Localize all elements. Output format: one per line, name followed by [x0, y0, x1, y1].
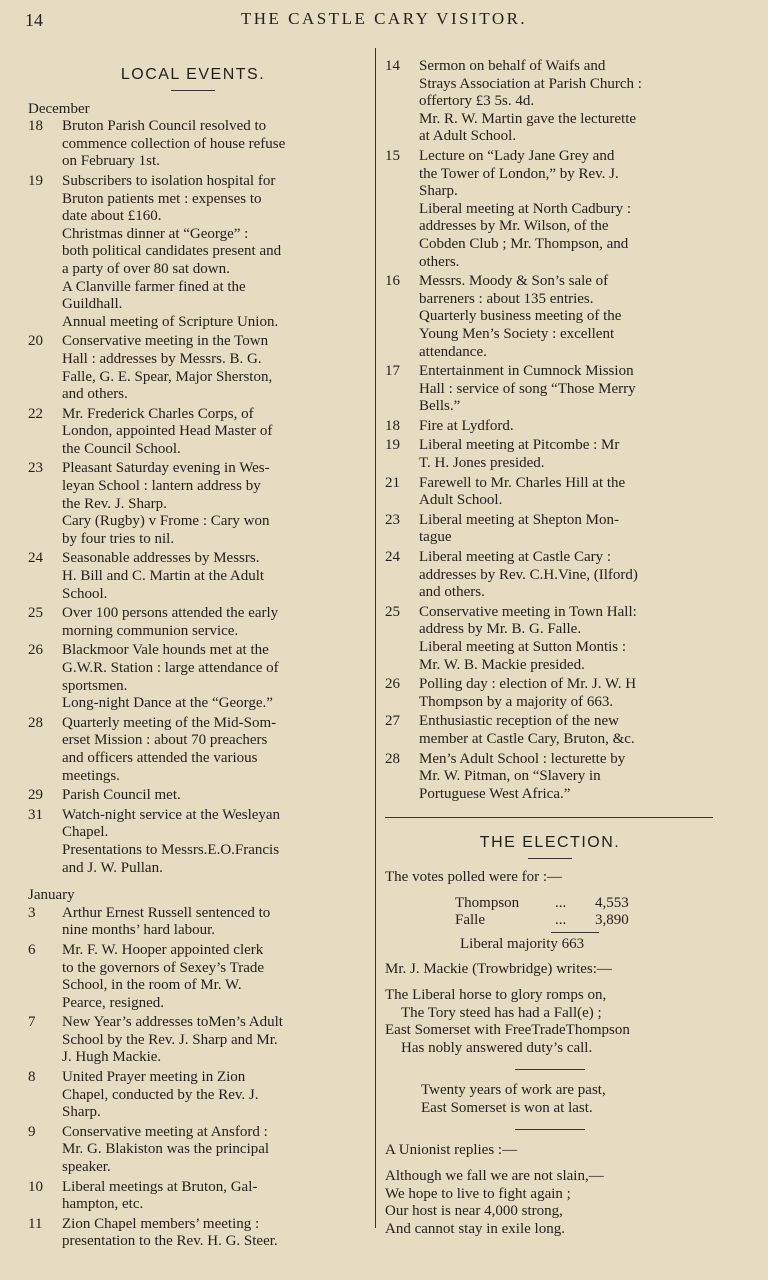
event-text	[62, 1014, 358, 1067]
event-day: 16	[385, 273, 400, 290]
event-line: London, appointed Head Master of	[62, 423, 273, 440]
event-line: Mr. G. Blakiston was the principal	[62, 1141, 270, 1158]
event-line: Young Men’s Society : excellent	[419, 325, 615, 342]
event-entry	[385, 604, 715, 674]
event-line: offertory £3 5s. 4d.	[419, 93, 535, 110]
event-entry	[28, 1069, 358, 1122]
event-day: 15	[385, 147, 400, 164]
event-day: 8	[28, 1069, 36, 1086]
event-line: Liberal meetings at Bruton, Gal-	[62, 1178, 258, 1195]
event-text	[419, 475, 715, 510]
event-line: attendance.	[419, 343, 487, 360]
event-line: Polling day : election of Mr. J. W. H	[419, 676, 637, 693]
event-line: the Tower of London,” by Rev. J.	[419, 165, 619, 182]
event-text	[62, 642, 358, 712]
event-entry	[28, 715, 358, 785]
event-line: School, in the room of Mr. W.	[62, 977, 242, 994]
event-line: Subscribers to isolation hospital for	[62, 172, 276, 189]
event-day: 25	[385, 603, 400, 620]
event-line: A Clanville farmer fined at the	[62, 278, 246, 295]
event-line: barreners : about 135 entries.	[419, 290, 594, 307]
event-line: Sharp.	[62, 1104, 101, 1121]
vote-row	[455, 895, 715, 913]
event-line: Cary (Rugby) v Frome : Cary won	[62, 513, 270, 530]
event-day: 14	[385, 58, 400, 74]
event-day: 19	[385, 437, 400, 454]
event-entry	[28, 1216, 358, 1251]
event-line: by four tries to nil.	[62, 530, 175, 547]
event-line: Chapel, conducted by the Rev. J.	[62, 1086, 259, 1103]
event-line: Liberal meeting at North Cadbury :	[419, 200, 632, 217]
event-line: Hall : service of song “Those Merry	[419, 380, 636, 397]
event-text	[419, 273, 715, 361]
event-entry	[28, 173, 358, 331]
page-header	[0, 0, 768, 40]
event-line: Liberal meeting at Shepton Mon-	[419, 511, 619, 528]
poem-line: Although we fall we are not slain,—	[385, 1168, 604, 1185]
event-line: morning communion service.	[62, 622, 239, 639]
event-line: Messrs. Moody & Son’s sale of	[419, 273, 609, 290]
poem-line: Our host is near 4,000 strong,	[385, 1203, 563, 1220]
event-line: Parish Council met.	[62, 787, 181, 804]
event-line: Mr. W. B. Mackie presided.	[419, 656, 585, 673]
event-text	[419, 713, 715, 748]
event-line: Conservative meeting at Ansford :	[62, 1123, 268, 1140]
event-line: Portuguese West Africa.”	[419, 785, 571, 802]
event-text	[62, 905, 358, 940]
event-entry	[28, 905, 358, 940]
event-line: and officers attended the various	[62, 749, 258, 766]
event-line: Blackmoor Vale hounds met at the	[62, 642, 269, 659]
event-day: 10	[28, 1178, 43, 1195]
event-day: 17	[385, 363, 400, 380]
candidate-name: Falle	[455, 912, 485, 929]
event-line: Fire at Lydford.	[419, 417, 514, 434]
event-entry	[385, 676, 715, 711]
writer-line: Mr. J. Mackie (Trowbridge) writes:—	[385, 961, 612, 978]
event-entry	[385, 475, 715, 510]
event-text	[62, 406, 358, 459]
event-line: Hall : addresses by Messrs. B. G.	[62, 350, 262, 367]
vote-count: 3,890	[595, 912, 629, 929]
election-title-rule	[528, 858, 572, 859]
poem-third	[385, 1168, 715, 1238]
event-entry	[28, 333, 358, 403]
event-entry	[385, 273, 715, 361]
event-line: nine months’ hard labour.	[62, 922, 216, 939]
event-day: 27	[385, 713, 400, 730]
event-day: 23	[28, 460, 43, 477]
event-day: 22	[28, 405, 43, 422]
event-text	[62, 1069, 358, 1122]
event-day: 28	[28, 714, 43, 731]
event-line: Over 100 persons attended the early	[62, 605, 279, 622]
event-line: Sermon on behalf of Waifs and	[419, 58, 606, 74]
event-text	[419, 676, 715, 711]
event-entry	[28, 406, 358, 459]
event-text	[62, 550, 358, 603]
event-text	[62, 333, 358, 403]
event-line: meetings.	[62, 767, 120, 784]
event-line: Lecture on “Lady Jane Grey and	[419, 147, 615, 164]
event-entry	[28, 1124, 358, 1177]
event-line: and J. W. Pullan.	[62, 859, 163, 876]
local-events-title: LOCAL EVENTS.	[120, 66, 266, 83]
event-line: Pearce, resigned.	[62, 994, 165, 1011]
title-rule	[171, 90, 215, 91]
total-rule	[551, 932, 599, 933]
event-text	[62, 942, 358, 1012]
event-day: 29	[28, 787, 43, 804]
event-line: presentation to the Rev. H. G. Steer.	[62, 1233, 278, 1250]
event-line: Presentations to Messrs.E.O.Francis	[62, 841, 280, 858]
event-entry	[28, 1179, 358, 1214]
leader-dots: ...	[555, 912, 567, 929]
event-entry	[385, 549, 715, 602]
event-text	[419, 58, 715, 146]
event-entry	[28, 942, 358, 1012]
event-entry	[385, 418, 715, 436]
event-line: New Year’s addresses toMen’s Adult	[62, 1014, 283, 1031]
event-day: 18	[385, 417, 400, 434]
event-text	[419, 148, 715, 271]
event-text	[62, 715, 358, 785]
event-line: Conservative meeting in the Town	[62, 333, 269, 350]
liberal-majority: Liberal majority 663	[460, 935, 585, 952]
event-entry	[28, 118, 358, 171]
event-entry	[385, 512, 715, 547]
event-text	[419, 751, 715, 804]
event-text	[62, 1179, 358, 1214]
event-entry	[28, 460, 358, 548]
election-rule	[385, 817, 713, 818]
event-line: Men’s Adult School : lecturette by	[419, 750, 626, 767]
event-line: Cobden Club ; Mr. Thompson, and	[419, 235, 629, 252]
event-day: 18	[28, 118, 43, 135]
event-day: 31	[28, 806, 43, 823]
event-line: Quarterly meeting of the Mid-Som-	[62, 714, 277, 731]
event-line: Mr. R. W. Martin gave the lecturette	[419, 110, 637, 127]
event-line: Adult School.	[419, 492, 503, 509]
right-column	[385, 58, 715, 1238]
event-line: hampton, etc.	[62, 1196, 144, 1213]
event-day: 20	[28, 333, 43, 350]
event-line: the Rev. J. Sharp.	[62, 495, 167, 512]
page-number: 14	[25, 10, 43, 30]
event-line: addresses by Mr. Wilson, of the	[419, 218, 609, 235]
left-column	[28, 56, 358, 1253]
poem-rule	[515, 1129, 585, 1130]
event-line: speaker.	[62, 1159, 111, 1176]
event-text	[62, 173, 358, 331]
event-day: 25	[28, 605, 43, 622]
event-text	[419, 512, 715, 547]
event-line: addresses by Rev. C.H.Vine, (Ilford)	[419, 566, 638, 583]
event-text	[62, 460, 358, 548]
event-line: on February 1st.	[62, 153, 160, 170]
event-line: and others.	[62, 386, 128, 403]
event-line: Christmas dinner at “George” :	[62, 225, 249, 242]
event-text	[419, 418, 715, 436]
event-entry	[385, 713, 715, 748]
event-entry	[28, 550, 358, 603]
event-line: Guildhall.	[62, 296, 123, 313]
event-line: leyan School : lantern address by	[62, 478, 261, 495]
event-line: Mr. W. Pitman, on “Slavery in	[419, 768, 601, 785]
event-line: address by Mr. B. G. Falle.	[419, 621, 582, 638]
event-entry	[28, 605, 358, 640]
event-entry	[28, 642, 358, 712]
event-day: 21	[385, 474, 400, 491]
event-line: Sharp.	[419, 183, 458, 200]
poem-second	[385, 1082, 715, 1117]
event-text	[62, 807, 358, 877]
event-line: Enthusiastic reception of the new	[419, 713, 619, 730]
reply-intro: A Unionist replies :—	[385, 1142, 518, 1159]
event-text	[419, 604, 715, 674]
event-entry	[385, 148, 715, 271]
event-line: at Adult School.	[419, 128, 517, 145]
event-line: sportsmen.	[62, 677, 128, 694]
january-events	[28, 905, 358, 1251]
poem-line: The Tory steed has had a Fall(e) ;	[401, 1004, 602, 1021]
running-title: THE CASTLE CARY VISITOR.	[240, 9, 528, 28]
event-line: Liberal meeting at Sutton Montis :	[419, 639, 627, 655]
event-line: Bells.”	[419, 398, 461, 415]
event-line: Strays Association at Parish Church :	[419, 75, 642, 92]
event-line: commence collection of house refuse	[62, 135, 286, 152]
poem-first	[385, 987, 715, 1057]
event-line: Long-night Dance at the “George.”	[62, 695, 273, 712]
poem-line: We hope to live to fight again ;	[385, 1185, 571, 1202]
event-line: Seasonable addresses by Messrs.	[62, 550, 260, 567]
event-day: 7	[28, 1014, 36, 1031]
event-line: Liberal meeting at Pitcombe : Mr	[419, 437, 620, 454]
event-text	[419, 437, 715, 472]
votes-table	[455, 895, 715, 930]
event-day: 28	[385, 750, 400, 767]
event-entry	[385, 751, 715, 804]
december-events	[28, 118, 358, 877]
event-line: Falle, G. E. Spear, Major Sherston,	[62, 368, 273, 385]
event-line: the Council School.	[62, 440, 181, 457]
vote-count: 4,553	[595, 894, 629, 911]
event-text	[62, 1124, 358, 1177]
poem-line: Twenty years of work are past,	[421, 1082, 606, 1099]
event-line: to the governors of Sexey’s Trade	[62, 959, 265, 976]
event-entry	[28, 1014, 358, 1067]
event-line: erset Mission : about 70 preachers	[62, 732, 268, 749]
event-entry	[28, 787, 358, 805]
event-line: Mr. F. W. Hooper appointed clerk	[62, 941, 264, 958]
event-line: Zion Chapel members’ meeting :	[62, 1215, 260, 1232]
poem-line: East Somerset with FreeTradeThompson	[385, 1022, 630, 1039]
event-text	[62, 787, 358, 805]
event-line: G.W.R. Station : large attendance of	[62, 660, 279, 676]
event-line: Bruton patients met : expenses to	[62, 190, 262, 207]
event-line: H. Bill and C. Martin at the Adult	[62, 568, 265, 585]
event-line: Bruton Parish Council resolved to	[62, 118, 267, 135]
candidate-name: Thompson	[455, 894, 520, 911]
column-divider	[375, 48, 376, 1228]
event-text	[419, 363, 715, 416]
poem-line: And cannot stay in exile long.	[385, 1220, 565, 1237]
election-intro: The votes polled were for :—	[385, 868, 563, 885]
event-line: tague	[419, 529, 452, 546]
event-day: 26	[385, 676, 400, 693]
event-text	[62, 605, 358, 640]
event-day: 24	[385, 549, 400, 566]
poem-rule	[515, 1069, 585, 1070]
event-line: Pleasant Saturday evening in Wes-	[62, 460, 270, 477]
vote-row	[455, 912, 715, 930]
event-line: School by the Rev. J. Sharp and Mr.	[62, 1031, 278, 1048]
event-line: Chapel.	[62, 824, 109, 841]
event-line: Mr. Frederick Charles Corps, of	[62, 405, 254, 422]
event-line: Quarterly business meeting of the	[419, 308, 622, 325]
event-line: member at Castle Cary, Bruton, &c.	[419, 730, 635, 747]
event-line: others.	[419, 253, 460, 270]
event-line: T. H. Jones presided.	[419, 455, 545, 472]
event-line: date about £160.	[62, 208, 162, 225]
event-line: Farewell to Mr. Charles Hill at the	[419, 474, 626, 491]
event-entry	[385, 437, 715, 472]
event-line: and others.	[419, 584, 485, 601]
event-day: 3	[28, 904, 36, 921]
month-december: December	[28, 100, 90, 117]
event-entry	[385, 363, 715, 416]
event-day: 24	[28, 550, 43, 567]
event-line: Watch-night service at the Wesleyan	[62, 806, 281, 823]
event-text	[419, 549, 715, 602]
poem-line: Has nobly answered duty’s call.	[401, 1039, 593, 1056]
event-text	[62, 1216, 358, 1251]
event-line: Conservative meeting in Town Hall:	[419, 603, 637, 620]
event-line: School.	[62, 585, 108, 602]
poem-line: East Somerset is won at last.	[421, 1099, 593, 1116]
event-day: 6	[28, 941, 36, 958]
event-line: United Prayer meeting in Zion	[62, 1069, 246, 1086]
event-day: 26	[28, 642, 43, 659]
leader-dots: ...	[555, 894, 567, 911]
event-line: Entertainment in Cumnock Mission	[419, 363, 634, 380]
election-title: THE ELECTION.	[479, 834, 621, 852]
event-line: a party of over 80 sat down.	[62, 260, 230, 277]
event-line: Liberal meeting at Castle Cary :	[419, 549, 612, 566]
january-events-continued	[385, 58, 715, 803]
event-line: Thompson by a majority of 663.	[419, 693, 614, 710]
event-text	[62, 118, 358, 171]
event-day: 9	[28, 1123, 36, 1140]
event-day: 23	[385, 511, 400, 528]
event-day: 11	[28, 1215, 43, 1232]
event-entry	[28, 807, 358, 877]
event-line: Annual meeting of Scripture Union.	[62, 313, 279, 330]
event-entry	[385, 58, 715, 146]
event-line: both political candidates present and	[62, 243, 282, 260]
month-january: January	[28, 887, 75, 904]
event-day: 19	[28, 172, 43, 189]
poem-line: The Liberal horse to glory romps on,	[385, 986, 607, 1003]
event-line: J. Hugh Mackie.	[62, 1049, 162, 1066]
event-line: Arthur Ernest Russell sentenced to	[62, 904, 271, 921]
